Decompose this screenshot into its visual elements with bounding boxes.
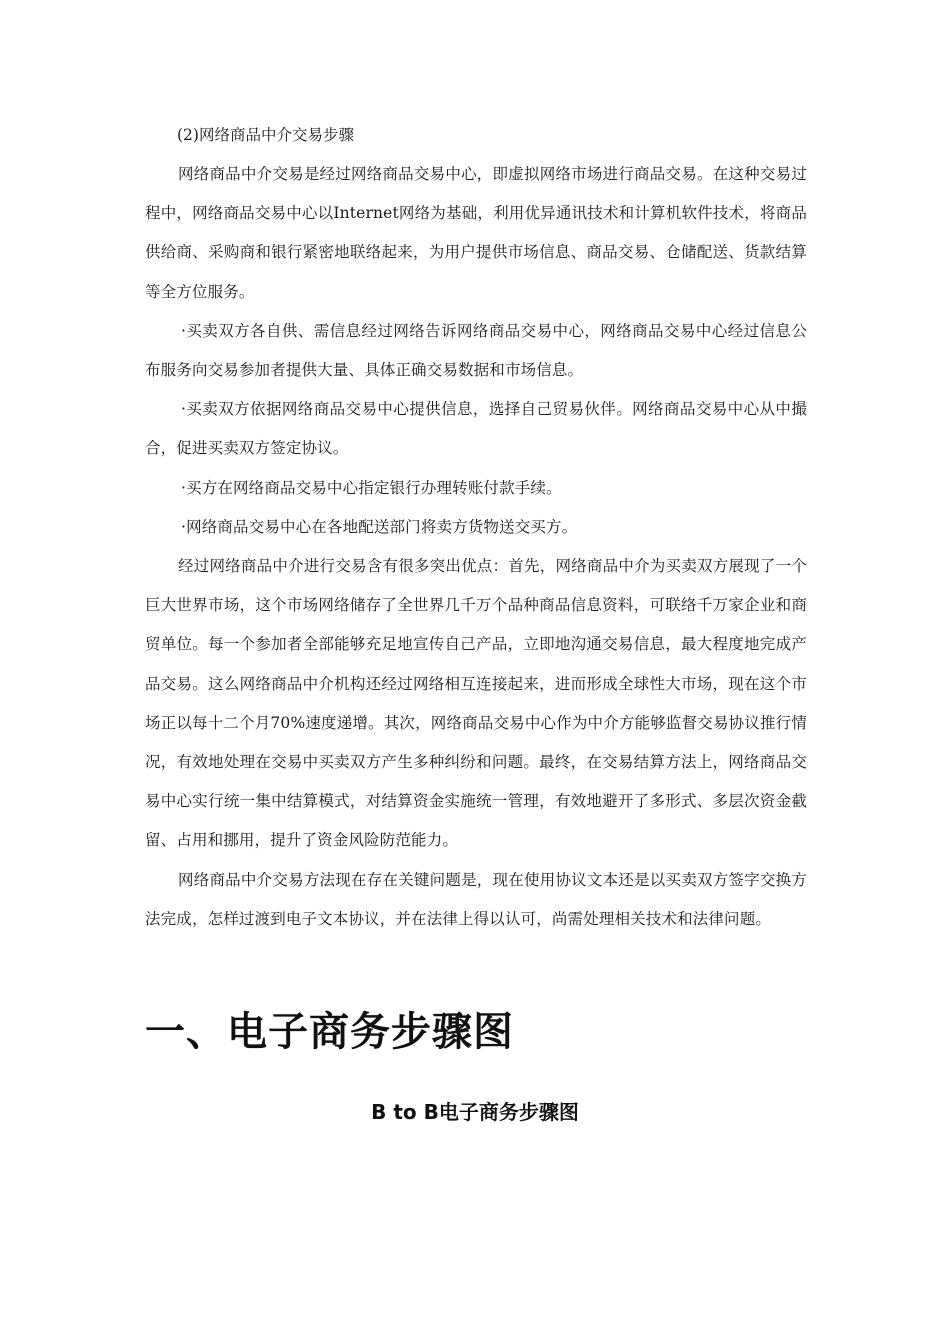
bullet-item-1: ·买卖双方各自供、需信息经过网络告诉网络商品交易中心，网络商品交易中心经过信息公布服务向交易参加者提供大量、具体正确交易数据和市场信息。 bbox=[145, 321, 807, 380]
paragraph-intro: 网络商品中介交易是经过网络商品交易中心，即虚拟网络市场进行商品交易。在这种交易过程中，网络商品交易中心以Internet网络为基础，利用优异通讯技术和计算机软件技术，将商品供给商、采购商和银行紧密地联络起来，为用户提供市场信息、商品交易、仓储配送、货款结算等全方位服务。 bbox=[145, 165, 807, 301]
bullet-item-4: ·网络商品交易中心在各地配送部门将卖方货物送交买方。 bbox=[181, 517, 578, 536]
chapter-heading: 一、电子商务步骤图 bbox=[145, 1009, 514, 1055]
bullet-item-3: ·买方在网络商品交易中心指定银行办理转账付款手续。 bbox=[181, 478, 562, 497]
document-body bbox=[145, 116, 807, 939]
section-title: (2)网络商品中介交易步骤 bbox=[177, 126, 354, 144]
bullet-item-2: ·买卖双方依据网络商品交易中心提供信息，选择自己贸易伙伴。网络商品交易中心从中撮合，促进买卖双方签定协议。 bbox=[145, 400, 807, 458]
paragraph-problems: 网络商品中介交易方法现在存在关键问题是，现在使用协议文本还是以买卖双方签字交换方法完成，怎样过渡到电子文本协议，并在法律上得以认可，尚需处理相关技术和法律问题。 bbox=[145, 870, 807, 928]
figure-title: B to B电子商务步骤图 bbox=[371, 1100, 579, 1124]
paragraph-advantages: 经过网络商品中介进行交易含有很多突出优点：首先，网络商品中介为买卖双方展现了一个巨大世界市场，这个市场网络储存了全世界几千万个品种商品信息资料，可联络千万家企业和商贸单位。每一个参加者全部能够充足地宣传自己产品，立即地沟通交易信息，最大程度地完成产品交易。这么网络商品中介机构还经过网络相互连接起来，进而形成全球性大市场，现在这个市场正以每十二个月70%速度递增。其次，网络商品交易中心作为中介方能够监督交易协议推行情况，有效地处理在交易中买卖双方产生多种纠纷和问题。最终，在交易结算方法上，网络商品交易中心实行统一集中结算模式，对结算资金实施统一管理，有效地避开了多形式、多层次资金截留、占用和挪用，提升了资金风险防范能力。 bbox=[145, 557, 807, 850]
